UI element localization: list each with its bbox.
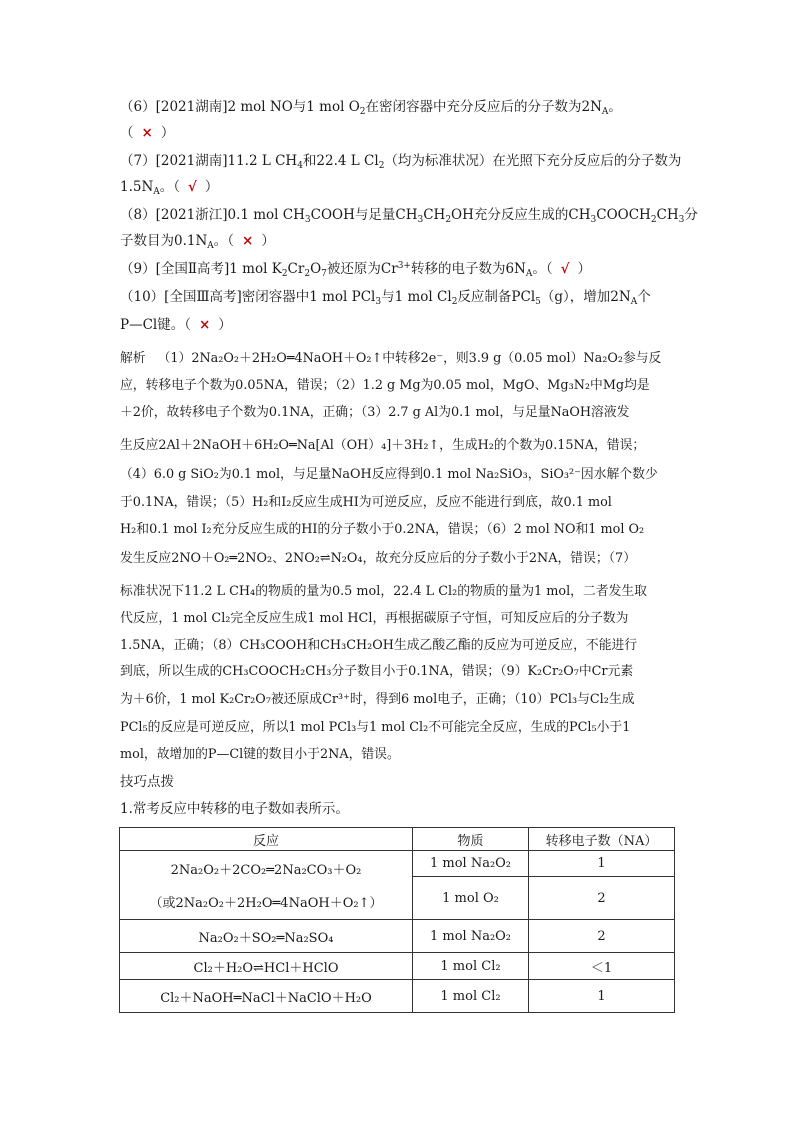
question-10-cont: P—Cl键。（ × ） — [120, 317, 232, 333]
question-6: （6）[2021湖南]2 mol NO与1 mol $O_2$在密闭容器中充分反应后的分子数为$2N_A$。 — [120, 99, 622, 117]
electron-transfer-table — [119, 827, 675, 1013]
cross-mark-icon: × — [198, 317, 211, 333]
table-row — [120, 980, 675, 1013]
question-10: （10）[全国Ⅲ高考]密闭容器中1 mol PCl$_3$与1 mol $Cl_2$反应制备PCl$_5$（g），增加$2N_A$个 — [120, 289, 651, 307]
substance-cell: 1 mol Na₂O₂ — [413, 920, 529, 953]
analysis-line-6: 于0.1NA，错误；（5）H₂和I₂反应生成HI为可逆反应，反应不能进行到底，故0.1 mol — [120, 495, 612, 510]
table-header-cell: 反应 — [120, 828, 413, 851]
table-row — [120, 851, 675, 877]
check-mark-icon: √ — [188, 179, 197, 195]
reaction-cell: Cl₂＋NaOH═NaCl＋NaClO＋H₂O — [120, 980, 413, 1013]
analysis-line-13: 为＋6价，1 mol K₂Cr₂O₇被还原成Cr³⁺时，得到6 mol电子，正确；（10）PCl₃与Cl₂生成 — [120, 692, 635, 707]
reaction-cell: 2Na₂O₂＋2CO₂═2Na₂CO₃＋O₂ （或2Na₂O₂＋2H₂O═4NaOH＋O₂↑） — [120, 851, 413, 920]
reaction-cell: Cl₂＋H₂O⇌HCl＋HClO — [120, 953, 413, 980]
analysis-line-15: mol，故增加的P—Cl键的数目小于2NA，错误。 — [120, 747, 400, 762]
table-row — [120, 953, 675, 980]
analysis-label: 解析 — [120, 351, 146, 366]
question-6-answer: （ × ） — [120, 125, 175, 141]
substance-cell: 1 mol Na₂O₂ — [413, 851, 529, 877]
table-row — [120, 920, 675, 953]
reaction-cell: Na₂O₂＋SO₂═Na₂SO₄ — [120, 920, 413, 953]
analysis-line-9: 标准状况下11.2 L CH₄的物质的量为0.5 mol，22.4 L Cl₂的物质的量为1 mol，二者发生取 — [120, 584, 647, 599]
check-mark-icon: √ — [560, 261, 570, 277]
table-header-row — [120, 828, 675, 851]
analysis-line-4: 生反应2Al＋2NaOH＋6H₂O═Na[Al（OH）₄]＋3H₂↑，生成H₂的个数为0.15NA，错误； — [120, 438, 646, 453]
electron-count-cell: ＜1 — [529, 953, 675, 980]
analysis-line-11: 1.5NA，正确；（8）CH₃COOH和CH₃CH₂OH生成乙酸乙酯的反应为可逆反应，不能进行 — [120, 638, 638, 653]
tips-intro: 1.常考反应中转移的电子数如表所示。 — [120, 801, 349, 817]
question-8: （8）[2021浙江]0.1 mol $CH_3COOH$与足量$CH_3CH_2OH$充分反应生成的$CH_3COOCH_2CH_3$分 — [120, 207, 698, 225]
substance-cell: 1 mol Cl₂ — [413, 953, 529, 980]
question-7: （7）[2021湖南]11.2 L $CH_4$和22.4 L $Cl_2$（均为标准状况）在光照下充分反应后的分子数为 — [120, 153, 682, 171]
electron-count-cell: 1 — [529, 980, 675, 1013]
cross-mark-icon: × — [242, 233, 254, 249]
question-7-cont: $1.5N_A$。（ √ ） — [120, 179, 219, 197]
analysis-line-10: 代反应，1 mol Cl₂完全反应生成1 mol HCl，再根据碳原子守恒，可知反应后的分子数为 — [120, 611, 629, 626]
table-header-cell: 转移电子数（NA） — [529, 828, 675, 851]
electron-count-cell: 1 — [529, 851, 675, 877]
analysis-line-3: ＋2价，故转移电子个数为0.1NA，正确；（3）2.7 g Al为0.1 mol，与足量NaOH溶液发 — [120, 405, 630, 420]
cross-mark-icon: × — [141, 125, 153, 141]
electron-count-cell: 2 — [529, 877, 675, 920]
analysis-line-12: 到底，所以生成的CH₃COOCH₂CH₃分子数目小于0.1NA，错误；（9）K₂Cr₂O₇中Cr元素 — [120, 664, 634, 679]
analysis-line-5: （4）6.0 g SiO₂为0.1 mol，与足量NaOH反应得到0.1 mol Na₂SiO₃，SiO₃²⁻因水解个数少 — [120, 467, 658, 482]
analysis-line-1: 解析 （1）2Na₂O₂＋2H₂O═4NaOH＋O₂↑中转移2e⁻，则3.9 g（0.05 mol）Na₂O₂参与反 — [120, 351, 662, 366]
substance-cell: 1 mol Cl₂ — [413, 980, 529, 1013]
question-9: （9）[全国Ⅱ高考]1 mol $K_2Cr_2O_7$被还原为$Cr^{3+}$转移的电子数为$6N_A$。（ √ ） — [120, 261, 591, 279]
substance-cell: 1 mol O₂ — [413, 877, 529, 920]
analysis-line-14: PCl₅的反应是可逆反应，所以1 mol PCl₃与1 mol Cl₂不可能完全反应，生成的PCl₅小于1 — [120, 720, 631, 735]
electron-count-cell: 2 — [529, 920, 675, 953]
table-header-cell: 物质 — [413, 828, 529, 851]
analysis-line-8: 发生反应2NO＋O₂═2NO₂、2NO₂⇌N₂O₄，故充分反应后的分子数小于2NA，错误；（7） — [120, 551, 636, 566]
tips-heading: 技巧点拨 — [120, 774, 174, 790]
analysis-line-2: 应，转移电子个数为0.05NA，错误；（2）1.2 g Mg为0.05 mol，MgO、Mg₃N₂中Mg均是 — [120, 378, 650, 393]
question-8-cont: 子数目为$0.1N_A$。（ × ） — [120, 233, 275, 251]
analysis-line-7: H₂和0.1 mol I₂充分反应生成的HI的分子数小于0.2NA，错误；（6）2 mol NO和1 mol O₂ — [120, 522, 645, 537]
